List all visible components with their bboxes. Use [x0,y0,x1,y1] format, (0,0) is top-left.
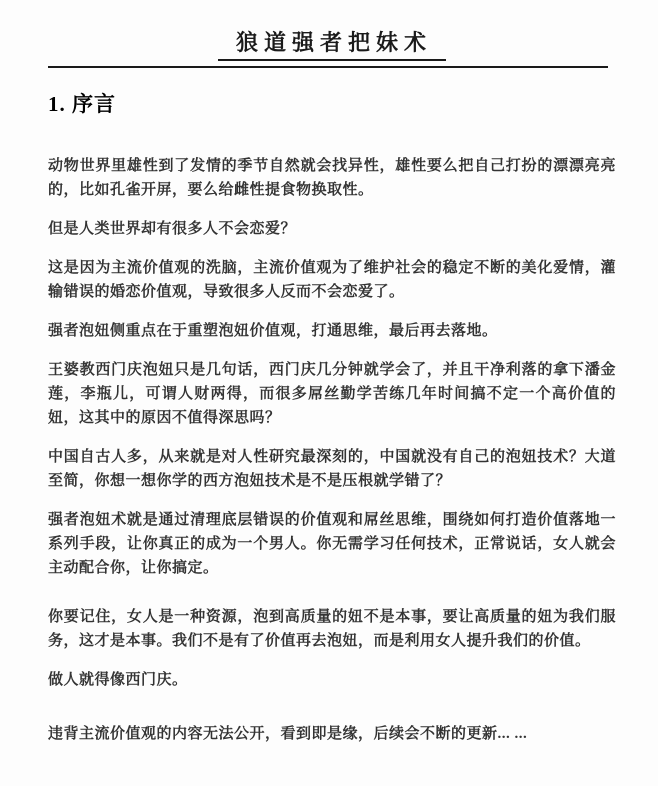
document-body [48,154,616,746]
document-title: 狼道强者把妹术 [218,26,446,61]
horizontal-rule [48,66,608,68]
paragraph: 违背主流价值观的内容无法公开，看到即是缘，后续会不断的更新... ... [48,726,528,742]
paragraph: 中国自古人多，从来就是对人性研究最深刻的，中国就没有自己的泡妞技术？大道至简，你想一想你学的西方泡妞技术是不是压根就学错了？ [48,449,616,489]
paragraph: 你要记住，女人是一种资源，泡到高质量的妞不是本事，要让高质量的妞为我们服务，这才是本事。我们不是有了价值再去泡妞，而是利用女人提升我们的价值。 [48,609,616,649]
paragraph: 动物世界里雄性到了发情的季节自然就会找异性，雄性要么把自己打扮的漂漂亮亮的，比如孔雀开屏，要么给雌性提食物换取性。 [48,158,616,198]
section-heading: 1. 序言 [48,92,116,116]
paragraph: 但是人类世界却有很多人不会恋爱？ [48,221,297,237]
paragraph: 强者泡妞术就是通过清理底层错误的价值观和屌丝思维，围绕如何打造价值落地一系列手段，让你真正的成为一个男人。你无需学习任何技术，正常说话，女人就会主动配合你，让你搞定。 [48,512,616,576]
title-row [48,26,616,61]
paragraph: 强者泡妞侧重点在于重塑泡妞价值观，打通思维，最后再去落地。 [48,323,498,339]
paragraph: 这是因为主流价值观的洗脑，主流价值观为了维护社会的稳定不断的美化爱情，灌输错误的婚恋价值观，导致很多人反而不会恋爱了。 [48,260,616,300]
paragraph: 做人就得像西门庆。 [48,672,188,688]
paragraph: 王婆教西门庆泡妞只是几句话，西门庆几分钟就学会了，并且干净利落的拿下潘金莲，李瓶儿，可谓人财两得，而很多屌丝勤学苦练几年时间搞不定一个高价值的妞，这其中的原因不值得深思吗？ [48,362,616,426]
